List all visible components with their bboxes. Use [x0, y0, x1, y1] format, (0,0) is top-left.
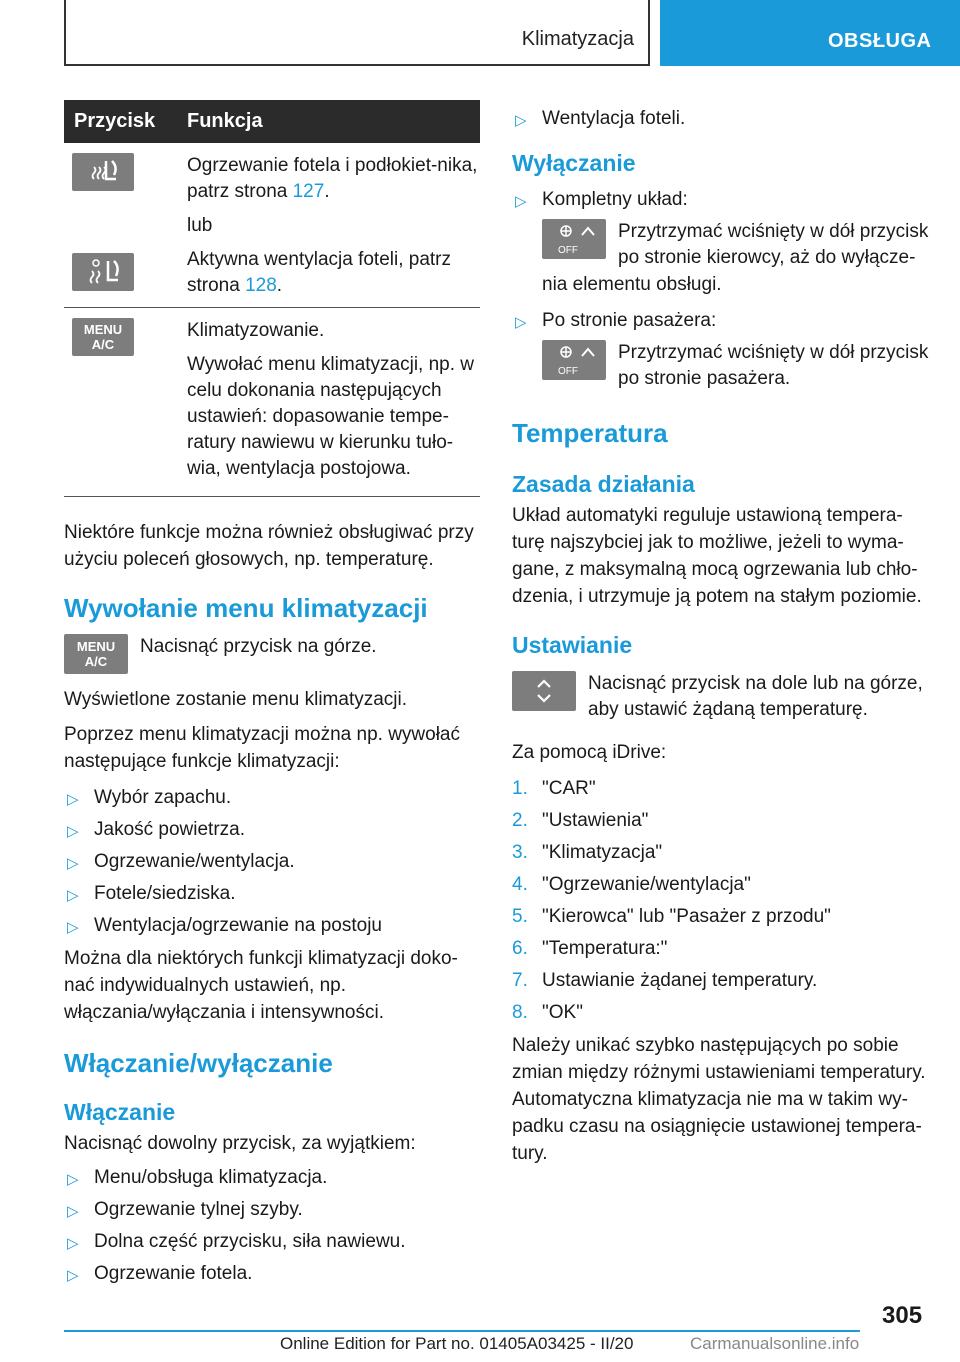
footer-watermark: Carmanualsonline.info [690, 1334, 860, 1353]
table-row [64, 308, 480, 497]
footer-edition: Online Edition for Part no. 01405A03425 - II/20 [280, 1334, 634, 1353]
table-row [64, 143, 480, 308]
setting-press-text: Nacisnąć przycisk na dole lub na górze, aby ustawić żądaną temperaturę. [588, 673, 923, 720]
section-title: OBSŁUGA [828, 30, 932, 52]
list-item: 7. Ustawianie żądanej temperatury. [512, 970, 818, 991]
menu-shown-text: Wyświetlone zostanie menu klimatyzacji. [64, 689, 408, 710]
button-function-table [64, 100, 480, 497]
list-item: 6. "Temperatura:" [512, 938, 668, 959]
fan-off-key-icon [542, 340, 606, 380]
switch-on-text: Nacisnąć dowolny przycisk, za wyjątkiem: [64, 1133, 416, 1154]
or-label: lub [187, 215, 213, 236]
page-number: 305 [882, 1302, 923, 1329]
table-header [64, 100, 480, 143]
menu-ac-key-icon: MENU A/C [72, 318, 134, 356]
menu-press-row [64, 634, 480, 674]
setting-press-row [512, 671, 930, 723]
list-item: 1. "CAR" [512, 778, 596, 799]
menu-ac-key-icon: MENU A/C [64, 634, 128, 674]
list-item: ▷ Fotele/siedziska. [67, 883, 236, 904]
heading-climate-menu: Wywołanie menu klimatyzacji [64, 593, 428, 623]
section-tab [660, 0, 960, 66]
off-passenger-text: Przytrzymać wciśnięty w dół przycisk po stronie pasażera. [618, 342, 929, 389]
off-driver-continuation: nia elementu obsługi. [542, 274, 722, 295]
seat-ventilation-desc: Aktywna wentylacja foteli, patrz strona 128. [187, 249, 452, 296]
voice-control-note: Niektóre funkcje można również obsługiwać przy użyciu poleceń głosowych, np. temperaturę. [64, 522, 474, 570]
heading-setting: Ustawianie [512, 632, 633, 658]
list-item: ▷ Wentylacja foteli. [515, 108, 686, 129]
left-column [64, 100, 480, 1293]
list-item: ▷ Ogrzewanie fotela. [67, 1263, 253, 1284]
list-item: ▷ Ogrzewanie tylnej szyby. [67, 1199, 303, 1220]
list-item: ▷ Menu/obsługa klimatyzacja. [67, 1167, 328, 1188]
list-item: ▷ Jakość powietrza. [67, 819, 246, 840]
menu-press-text: Nacisnąć przycisk na górze. [140, 636, 377, 657]
table-header-button: Przycisk [74, 110, 156, 132]
switch-on-exceptions-list [64, 1165, 480, 1287]
individual-settings-text: Można dla niektórych funkcji klimatyzacji doko-nać indywidualnych ustawień, np. włączania/wyłączania i intensywności. [64, 948, 458, 1023]
list-item: 3. "Klimatyzacja" [512, 842, 663, 863]
svg-text:OFF: OFF [558, 245, 578, 256]
footer-divider [64, 1330, 860, 1332]
list-item: ▷ Po stronie pasażera: [515, 310, 717, 331]
page-link-127[interactable]: 127 [292, 181, 325, 202]
menu-function-list [64, 785, 480, 939]
list-item: ▷ Kompletny układ: [515, 189, 688, 210]
header-frame [64, 0, 650, 66]
heading-switch-off: Wyłączanie [512, 150, 636, 176]
chapter-title: Klimatyzacja [521, 28, 634, 50]
idrive-intro: Za pomocą iDrive: [512, 742, 667, 763]
air-conditioning-desc: Wywołać menu klimatyzacji, np. w celu dokonania następujących ustawień: dopasowanie tempe-ratury nawiewu w kierunku tuło-wia, wentylacja postojowa. [187, 354, 475, 479]
temperature-up-down-key-icon [512, 671, 576, 711]
svg-text:OFF: OFF [558, 366, 578, 377]
heading-switch-on: Włączanie [64, 1099, 176, 1125]
off-passenger-row [512, 340, 930, 392]
seat-heating-key-icon [72, 153, 134, 191]
list-item: ▷ Dolna część przycisku, siła nawiewu. [67, 1231, 406, 1252]
menu-via-text: Poprzez menu klimatyzacji można np. wywołać następujące funkcje klimatyzacji: [64, 724, 460, 772]
off-driver-row [512, 219, 930, 271]
avoid-changes-text: Należy unikać szybko następujących po sobie zmian między różnymi ustawieniami temperatury. Automatyczna klimatyzacja nie ma w takim wy-padku czasu na osiągnięcie ustawionej tempera-tury. [512, 1035, 926, 1164]
list-item: 8. "OK" [512, 1002, 583, 1023]
fan-off-key-icon [542, 219, 606, 259]
air-conditioning-title: Klimatyzowanie. [187, 320, 325, 341]
switch-off-list [512, 187, 930, 213]
list-item: 2. "Ustawienia" [512, 810, 649, 831]
page-link-128[interactable]: 128 [245, 275, 277, 296]
switch-off-list [512, 308, 930, 334]
off-driver-text: Przytrzymać wciśnięty w dół przycisk po stronie kierowcy, aż do wyłącze- [618, 221, 929, 268]
list-item: ▷ Ogrzewanie/wentylacja. [67, 851, 295, 872]
list-item: ▷ Wentylacja/ogrzewanie na postoju [67, 915, 382, 936]
list-item: 5. "Kierowca" lub "Pasażer z przodu" [512, 906, 831, 927]
heading-temperature: Temperatura [512, 418, 668, 448]
top-list [512, 106, 930, 132]
seat-heating-desc: Ogrzewanie fotela i podłokiet-nika, patrz strona 127. [187, 155, 478, 202]
list-item: ▷ Wybór zapachu. [67, 787, 232, 808]
table-header-function: Funkcja [187, 110, 263, 132]
list-item: 4. "Ogrzewanie/wentylacja" [512, 874, 751, 895]
idrive-steps [512, 776, 930, 1026]
heading-on-off: Włączanie/wyłączanie [64, 1048, 333, 1078]
principle-text: Układ automatyki reguluje ustawioną tempera-turę najszybciej jak to możliwe, jeżeli to wyma-gane, z maksymalną mocą ogrzewania lub chło-dzenia, i utrzymuje ją potem na stałym poziomie. [512, 505, 922, 607]
seat-ventilation-key-icon [72, 253, 134, 291]
heading-principle: Zasada działania [512, 471, 695, 497]
right-column [512, 100, 930, 1167]
